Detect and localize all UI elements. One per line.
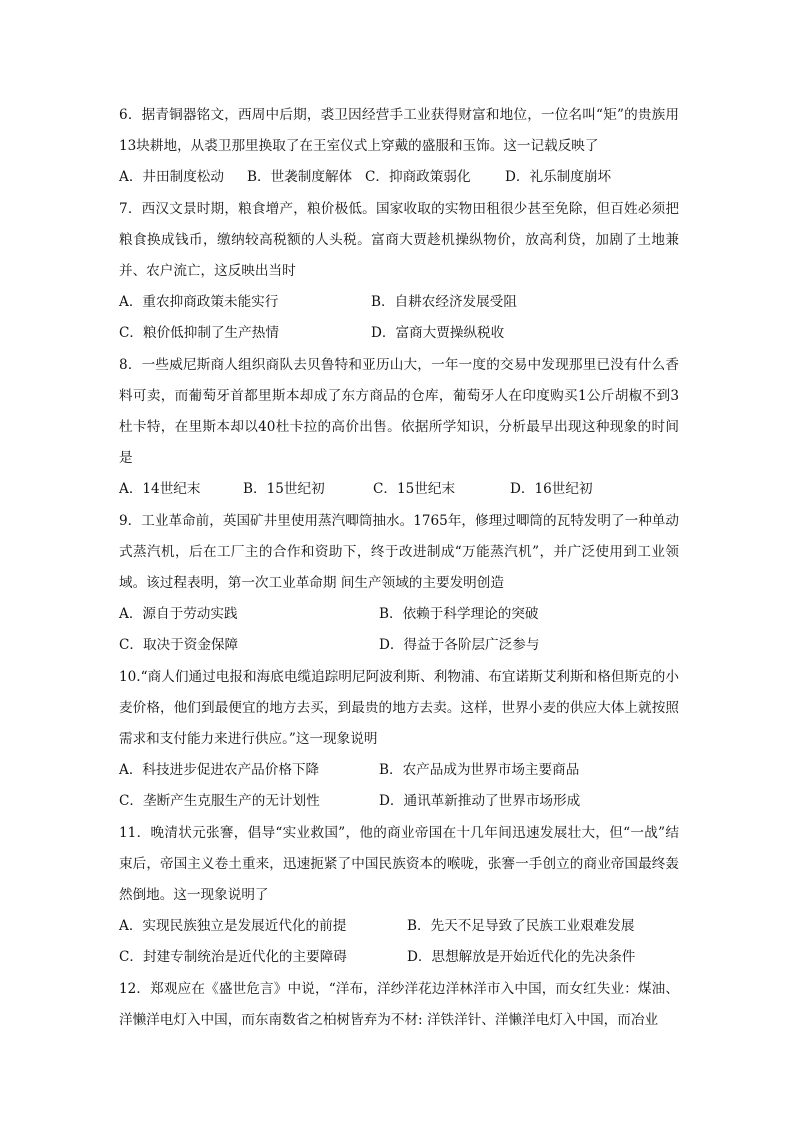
question-9-options-row2 (119, 630, 679, 661)
option-d[interactable]: D．得益于各阶层广泛参与 (379, 637, 540, 654)
option-b[interactable]: B．先天不足导致了民族工业艰难发展 (407, 918, 635, 935)
question-6-options (119, 162, 679, 193)
option-a[interactable]: A．重农抑商政策未能实行 (119, 294, 279, 311)
option-c[interactable]: C．抑商政策弱化 (365, 169, 471, 186)
option-b[interactable]: B．世袭制度解体 (247, 169, 353, 186)
option-b[interactable]: B．依赖于科学理论的突破 (379, 606, 539, 623)
option-b[interactable]: B．自耕农经济发展受阻 (371, 294, 517, 311)
question-9-options-row1 (119, 599, 679, 630)
option-d[interactable]: D．礼乐制度崩坏 (505, 169, 612, 186)
question-11-options-row2 (119, 942, 679, 973)
question-12-stem: 12．郑观应在《盛世危言》中说，“洋布，洋纱洋花边洋林洋市入中国，而女红失业：煤油、洋懒洋电灯入中国，而东南数省之柏树皆弃为不材: 洋铁洋针、洋懒洋电灯入中国，而冶业 (119, 980, 679, 1028)
option-d[interactable]: D．通讯革新推动了世界市场形成 (379, 793, 581, 810)
option-c[interactable]: C．15世纪末 (373, 481, 456, 498)
option-d[interactable]: D．思想解放是开始近代化的先决条件 (407, 949, 636, 966)
option-c[interactable]: C．封建专制统治是近代化的主要障碍 (119, 949, 347, 966)
option-c[interactable]: C．垄断产生克服生产的无计划性 (119, 793, 320, 810)
option-c[interactable]: C．取决于资金保障 (119, 637, 239, 654)
option-d[interactable]: D．16世纪初 (510, 481, 593, 498)
question-7-options-row1 (119, 287, 679, 318)
option-a[interactable]: A．科技进步促进农产品价格下降 (119, 762, 320, 779)
option-a[interactable]: A．实现民族独立是发展近代化的前提 (119, 918, 347, 935)
question-9-stem: 9．工业革命前，英国矿井里使用蒸汽唧筒抽水。1765年，修理过唧筒的瓦特发明了一种单动式蒸汽机，后在工厂主的合作和资助下，终于改进制成“万能蒸汽机”，并广泛使用到工业领域。该过程表明，第一次工业革命期 间生产领域的主要发明创造 (119, 512, 679, 591)
option-c[interactable]: C．粮价低抑制了生产热情 (119, 325, 279, 342)
option-a[interactable]: A．14世纪末 (119, 481, 201, 498)
option-a[interactable]: A．源自于劳动实践 (119, 606, 238, 623)
question-10-options-row1 (119, 755, 679, 786)
question-6-stem: 6．据青铜器铭文，西周中后期，裘卫因经营手工业获得财富和地位，一位名叫“矩”的贵族用13块耕地，从裘卫那里换取了在王室仪式上穿戴的盛服和玉饰。这一记载反映了 (119, 107, 679, 155)
option-b[interactable]: B．15世纪初 (243, 481, 325, 498)
question-10-options-row2 (119, 786, 679, 817)
question-7-stem: 7．西汉文景时期，粮食增产，粮价极低。国家收取的实物田租很少甚至免除，但百姓必须把粮食换成钱币，缴纳较高税额的人头税。富商大贾趁机操纵物价，放高利贷，加剧了土地兼并、农户流亡，这反映出当时 (119, 200, 679, 279)
question-7-options-row2 (119, 318, 679, 349)
option-d[interactable]: D．富商大贾操纵税收 (371, 325, 505, 342)
question-8-stem: 8．一些威尼斯商人组织商队去贝鲁特和亚历山大，一年一度的交易中发现那里已没有什么香料可卖，而葡萄牙首都里斯本却成了东方商品的仓库，葡萄牙人在印度购买1公斤胡椒不到3杜卡特，在里斯本却以40杜卡拉的高价出售。依据所学知识，分析最早出现这种现象的时间是 (119, 356, 679, 467)
option-b[interactable]: B．农产品成为世界市场主要商品 (379, 762, 580, 779)
exam-page (119, 100, 679, 1036)
question-10-stem: 10.“商人们通过电报和海底电缆追踪明尼阿波利斯、利物浦、布宜诺斯艾利斯和格但斯克的小麦价格，他们到最便宜的地方去买，到最贵的地方去卖。这样，世界小麦的供应大体上就按照需求和支付能力来进行供应。”这一现象说明 (119, 668, 679, 747)
option-a[interactable]: A．井田制度松动 (119, 169, 224, 186)
question-8-options (119, 474, 679, 505)
question-11-options-row1 (119, 911, 679, 942)
question-11-stem: 11．晚清状元张謇，倡导“实业救国”，他的商业帝国在十几年间迅速发展壮大，但“一战”结束后，帝国主义卷土重来，迅速扼紧了中国民族资本的喉咙，张謇一手创立的商业帝国最终轰然倒地。这一现象说明了 (119, 824, 679, 903)
